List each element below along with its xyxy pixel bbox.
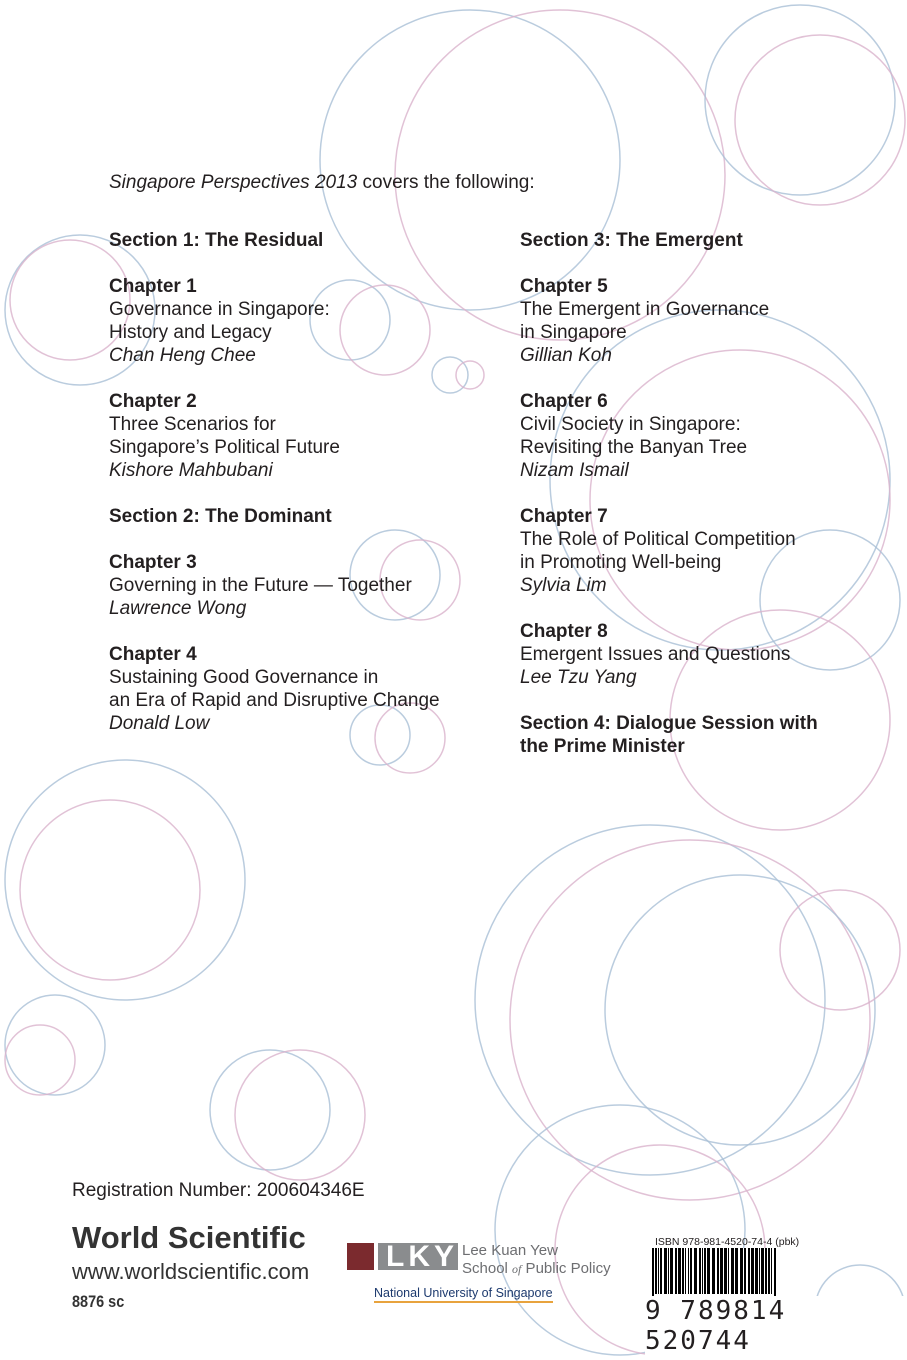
barcode-bar	[707, 1248, 710, 1294]
logo-line2-b: Public Policy	[521, 1260, 611, 1277]
entry-title: Civil Society in Singapore:	[520, 414, 741, 435]
barcode-bar	[668, 1248, 669, 1294]
barcode-bar	[748, 1248, 750, 1294]
contents-entry	[109, 229, 469, 252]
barcode-bar	[771, 1248, 772, 1294]
barcode-bar	[724, 1248, 727, 1294]
barcode-bar	[759, 1248, 760, 1294]
contents-entry	[109, 505, 469, 528]
barcode-bar	[652, 1248, 654, 1300]
entry-author: Donald Low	[109, 713, 210, 734]
barcode-bar	[751, 1248, 754, 1294]
logo-line2-a: School	[462, 1260, 513, 1277]
entry-heading: Chapter 3	[109, 552, 197, 573]
entry-title: Singapore’s Political Future	[109, 437, 340, 458]
barcode-bar	[660, 1248, 662, 1294]
entry-author: Nizam Ismail	[520, 460, 629, 481]
barcode-bar	[712, 1248, 715, 1294]
intro-text: covers the following:	[357, 172, 535, 193]
contents-right-column	[520, 229, 850, 781]
barcode-bar	[774, 1248, 776, 1300]
entry-heading: Section 3: The Emergent	[520, 230, 743, 251]
entry-title: Three Scenarios for	[109, 414, 276, 435]
barcode-bar	[658, 1248, 659, 1294]
isbn-text: ISBN 978-981-4520-74-4 (pbk)	[655, 1236, 800, 1248]
contents-entry	[520, 505, 850, 597]
entry-heading: Chapter 2	[109, 391, 197, 412]
entry-heading: Section 1: The Residual	[109, 230, 324, 251]
decorative-circle	[5, 995, 105, 1095]
barcode-bar	[664, 1248, 667, 1294]
contents-entry	[109, 643, 469, 735]
decorative-circle	[705, 5, 895, 195]
isbn-barcode	[650, 1248, 780, 1300]
barcode-bar	[761, 1248, 764, 1294]
entry-heading: Section 2: The Dominant	[109, 506, 332, 527]
barcode-bar	[755, 1248, 758, 1294]
entry-title: Governance in Singapore:	[109, 299, 330, 320]
book-title: Singapore Perspectives 2013	[109, 172, 358, 193]
entry-heading: Chapter 7	[520, 506, 608, 527]
barcode-bar	[702, 1248, 703, 1294]
entry-title: Emergent Issues and Questions	[520, 644, 791, 665]
entry-heading: Chapter 5	[520, 276, 608, 297]
contents-entry	[109, 551, 469, 620]
decorative-circle	[735, 35, 905, 205]
entry-title: Sustaining Good Governance in	[109, 667, 379, 688]
barcode-bar	[704, 1248, 706, 1294]
entry-author: Lawrence Wong	[109, 598, 247, 619]
product-code: 8876 sc	[72, 1292, 125, 1311]
barcode-bar	[685, 1248, 686, 1294]
entry-author: Chan Heng Chee	[109, 345, 256, 366]
entry-title: an Era of Rapid and Disruptive Change	[109, 690, 440, 711]
barcode-bar	[744, 1248, 746, 1294]
decorative-circle	[5, 1025, 75, 1095]
entry-title: in Singapore	[520, 322, 627, 343]
entry-author: Sylvia Lim	[520, 575, 607, 596]
decorative-circle	[235, 1050, 365, 1180]
barcode-bar	[655, 1248, 657, 1294]
entry-title: The Role of Political Competition	[520, 529, 796, 550]
entry-title: The Emergent in Governance	[520, 299, 770, 320]
entry-title: Governing in the Future — Together	[109, 575, 412, 596]
contents-entry	[520, 712, 850, 758]
barcode-bar	[765, 1248, 767, 1294]
logo-red-square	[347, 1243, 374, 1270]
contents-entry	[520, 390, 850, 482]
barcode-bar	[670, 1248, 673, 1294]
barcode-bar	[740, 1248, 743, 1294]
publisher-url: www.worldscientific.com	[72, 1259, 310, 1284]
logo-line2-of: of	[512, 1262, 522, 1276]
barcode-bar	[675, 1248, 677, 1294]
barcode-bar	[728, 1248, 729, 1294]
barcode-bar	[682, 1248, 684, 1294]
barcode-bar	[688, 1248, 689, 1294]
entry-heading: Chapter 6	[520, 391, 608, 412]
decorative-circle	[780, 890, 900, 1010]
barcode-number: 9 789814 520744	[645, 1296, 907, 1356]
contents-left-column	[109, 229, 469, 758]
contents-entry	[109, 390, 469, 482]
registration-number: Registration Number: 200604346E	[72, 1180, 365, 1201]
logo-line1: Lee Kuan Yew	[462, 1242, 558, 1259]
barcode-bar	[694, 1248, 697, 1294]
barcode-bar	[717, 1248, 719, 1294]
contents-entry	[520, 620, 850, 689]
entry-heading: Chapter 1	[109, 276, 197, 297]
contents-entry	[520, 229, 850, 252]
entry-title: Revisiting the Banyan Tree	[520, 437, 748, 458]
decorative-circle	[5, 760, 245, 1000]
intro-line	[109, 171, 535, 194]
entry-author: Kishore Mahbubani	[109, 460, 273, 481]
entry-title: History and Legacy	[109, 322, 272, 343]
decorative-circle	[510, 840, 870, 1200]
entry-heading: Chapter 4	[109, 644, 197, 665]
barcode-bar	[699, 1248, 701, 1294]
entry-heading: Chapter 8	[520, 621, 608, 642]
contents-entry	[109, 275, 469, 367]
barcode-bar	[735, 1248, 738, 1294]
barcode-bar	[768, 1248, 770, 1294]
decorative-circle	[475, 825, 825, 1175]
barcode-bar	[720, 1248, 723, 1294]
barcode-bar	[731, 1248, 734, 1294]
logo-line2	[462, 1260, 611, 1278]
entry-title: in Promoting Well-being	[520, 552, 722, 573]
barcode-bar	[678, 1248, 681, 1294]
publisher-name: World Scientific	[72, 1220, 306, 1255]
contents-entry	[520, 275, 850, 367]
entry-author: Gillian Koh	[520, 345, 612, 366]
logo-school-name	[462, 1242, 611, 1278]
decorative-circle	[20, 800, 200, 980]
entry-heading: Section 4: Dialogue Session with	[520, 713, 818, 734]
entry-author: Lee Tzu Yang	[520, 667, 637, 688]
entry-heading: the Prime Minister	[520, 736, 685, 757]
barcode-bar	[690, 1248, 692, 1294]
logo-lky-letters: LKY	[378, 1243, 458, 1270]
decorative-circle	[210, 1050, 330, 1170]
nus-label: National University of Singapore	[374, 1286, 553, 1303]
